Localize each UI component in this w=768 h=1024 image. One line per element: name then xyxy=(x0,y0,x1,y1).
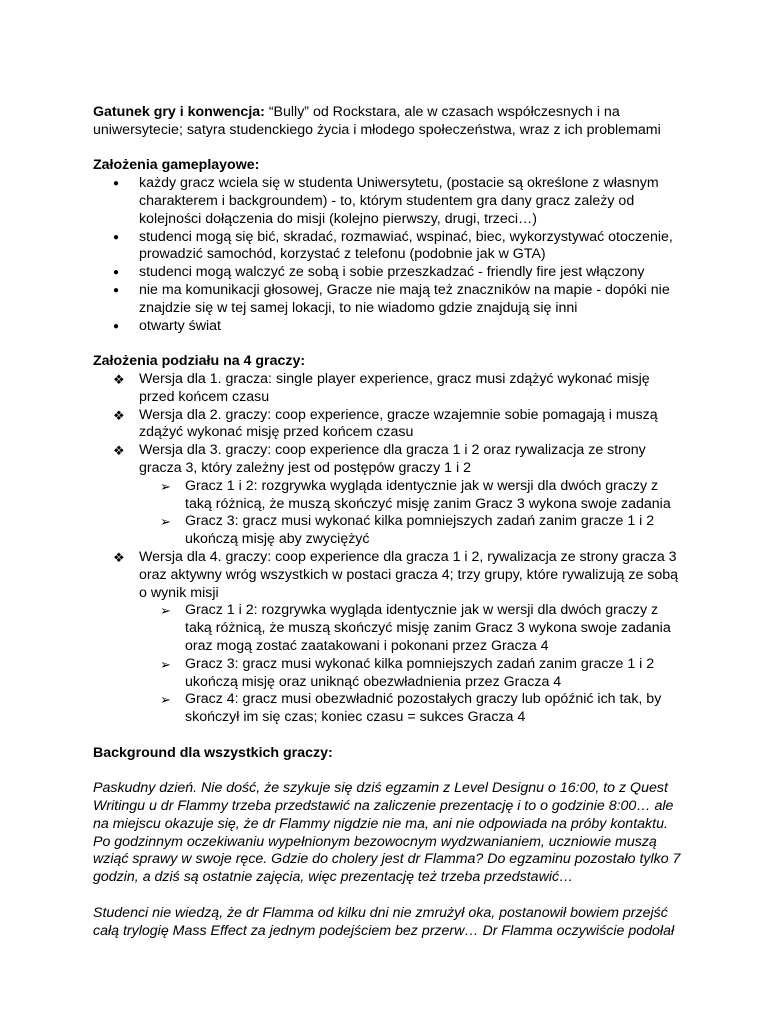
arrow-bullet-icon: ➢ xyxy=(160,692,171,708)
sub-list-item: ➢ Gracz 4: gracz musi obezwładnić pozostałych graczy lub opóźnić ich tak, by skończył im się czas; koniec czasu = sukces Gracza 4 xyxy=(160,691,662,726)
bullet-icon: ● xyxy=(113,231,120,243)
gameplay-list xyxy=(93,175,683,335)
list-item: ● każdy gracz wciela się w studenta Uniwersytetu, (postacie są określone z własnym charakterem i backgroundem) - to, którym studentem gra dany gracz zależy od kolejności dołączenia do misji (kolejno pierwszy, drugi, trzeci…) xyxy=(113,175,659,227)
list-item: ● nie ma komunikacji głosowej, Gracze nie mają też znaczników na mapie - dopóki nie znajdzie się w tej samej lokacji, to nie wiadomo gdzie znajdują się inni xyxy=(113,281,670,316)
list-item: ❖ Wersja dla 1. gracza: single player experience, gracz musi zdążyć wykonać misję przed końcem czasu xyxy=(113,370,650,405)
split-heading: Założenia podziału na 4 graczy: xyxy=(93,353,306,370)
sub-list-item: ➢ Gracz 1 i 2: rozgrywka wygląda identycznie jak w wersji dla dwóch graczy z taką różnicą, że muszą skończyć misję zanim Gracz 3 wykona swoje zadania oraz mogą zostać zaatakowani i pokonani przez Gracza 4 xyxy=(160,602,671,654)
arrow-bullet-icon: ➢ xyxy=(160,514,171,530)
diamond-bullet-icon: ❖ xyxy=(113,407,125,423)
diamond-bullet-icon: ❖ xyxy=(113,371,125,387)
bullet-icon: ● xyxy=(113,320,120,332)
sub-list-item: ➢ Gracz 3: gracz musi wykonać kilka pomniejszych zadań zanim gracze 1 i 2 ukończą misję aby zwyciężyć xyxy=(160,513,655,548)
document-page xyxy=(93,104,683,940)
list-item: ● otwarty świat xyxy=(113,317,221,334)
genre-paragraph xyxy=(93,104,683,140)
list-item: ❖ Wersja dla 2. graczy: coop experience, gracze wzajemnie sobie pomagają i muszą zdążyć wykonać misję przed końcem czasu xyxy=(113,406,658,441)
split-list xyxy=(93,371,683,727)
genre-label: Gatunek gry i konwencja: xyxy=(93,104,265,120)
background-paragraph: Paskudny dzień. Nie dość, że szykuje się dziś egzamin z Level Designu o 16:00, to z Quest Writingu u dr Flammy trzeba przedstawić na zaliczenie prezentację i to o godzinie 8:00… ale na miejscu okazuje się, że dr Flammy nigdzie nie ma, ani nie odpowiada na próby kontaktu. Po godzinnym oczekiwaniu wypełnionym bezowocnym wydzwanianiem, uczniowie muszą wziąć sprawy w swoje ręce. Gdzie do cholery jest dr Flamma? Do egzaminu pozostało tylko 7 godzin, a dziś są ostatnie zajęcia, więc prezentację też trzeba przedstawić… xyxy=(93,780,681,886)
diamond-bullet-icon: ❖ xyxy=(113,549,125,565)
list-item: ● studenci mogą się bić, skradać, rozmawiać, wspinać, biec, wykorzystywać otoczenie, prowadzić samochód, korzystać z telefonu (podobnie jak w GTA) xyxy=(113,228,673,263)
diamond-bullet-icon: ❖ xyxy=(113,443,125,459)
list-item: ● studenci mogą walczyć ze sobą i sobie przeszkadzać - friendly fire jest włączony xyxy=(113,264,645,281)
bullet-icon: ● xyxy=(113,267,120,279)
genre-text: “Bully” od Rockstara, ale w czasach współczesnych i na uniwersytecie; satyra studenckiego życia i młodego społeczeństwa, wraz z ich problemami xyxy=(93,104,661,138)
bullet-icon: ● xyxy=(113,284,120,296)
arrow-bullet-icon: ➢ xyxy=(160,603,171,619)
background-heading: Background dla wszystkich graczy: xyxy=(93,744,333,761)
gameplay-heading: Założenia gameplayowe: xyxy=(93,157,260,174)
arrow-bullet-icon: ➢ xyxy=(160,478,171,494)
sub-list-item: ➢ Gracz 1 i 2: rozgrywka wygląda identycznie jak w wersji dla dwóch graczy z taką różnicą, że muszą skończyć misję zanim Gracz 3 wykona swoje zadania xyxy=(160,477,671,512)
sub-list-item: ➢ Gracz 3: gracz musi wykonać kilka pomniejszych zadań zanim gracze 1 i 2 ukończą misję oraz uniknąć obezwładnienia przez Gracza 4 xyxy=(160,655,655,690)
list-item: ❖ Wersja dla 3. graczy: coop experience dla gracza 1 i 2 oraz rywalizacja ze strony gracza 3, który zależny jest od postępów graczy 1 i 2 xyxy=(113,442,646,476)
list-item: ❖ Wersja dla 4. graczy: coop experience dla gracza 1 i 2, rywalizacja ze strony gracza 3 oraz aktywny wróg wszystkich w postaci gracza 4; trzy grupy, które rywalizują ze sobą o wynik misji xyxy=(113,548,679,601)
arrow-bullet-icon: ➢ xyxy=(160,656,171,672)
background-paragraph: Studenci nie wiedzą, że dr Flamma od kilku dni nie zmrużył oka, postanowił bowiem przejść całą trylogię Mass Effect za jednym podejściem bez przerw… Dr Flamma oczywiście podołał xyxy=(93,904,675,939)
bullet-icon: ● xyxy=(113,178,120,190)
